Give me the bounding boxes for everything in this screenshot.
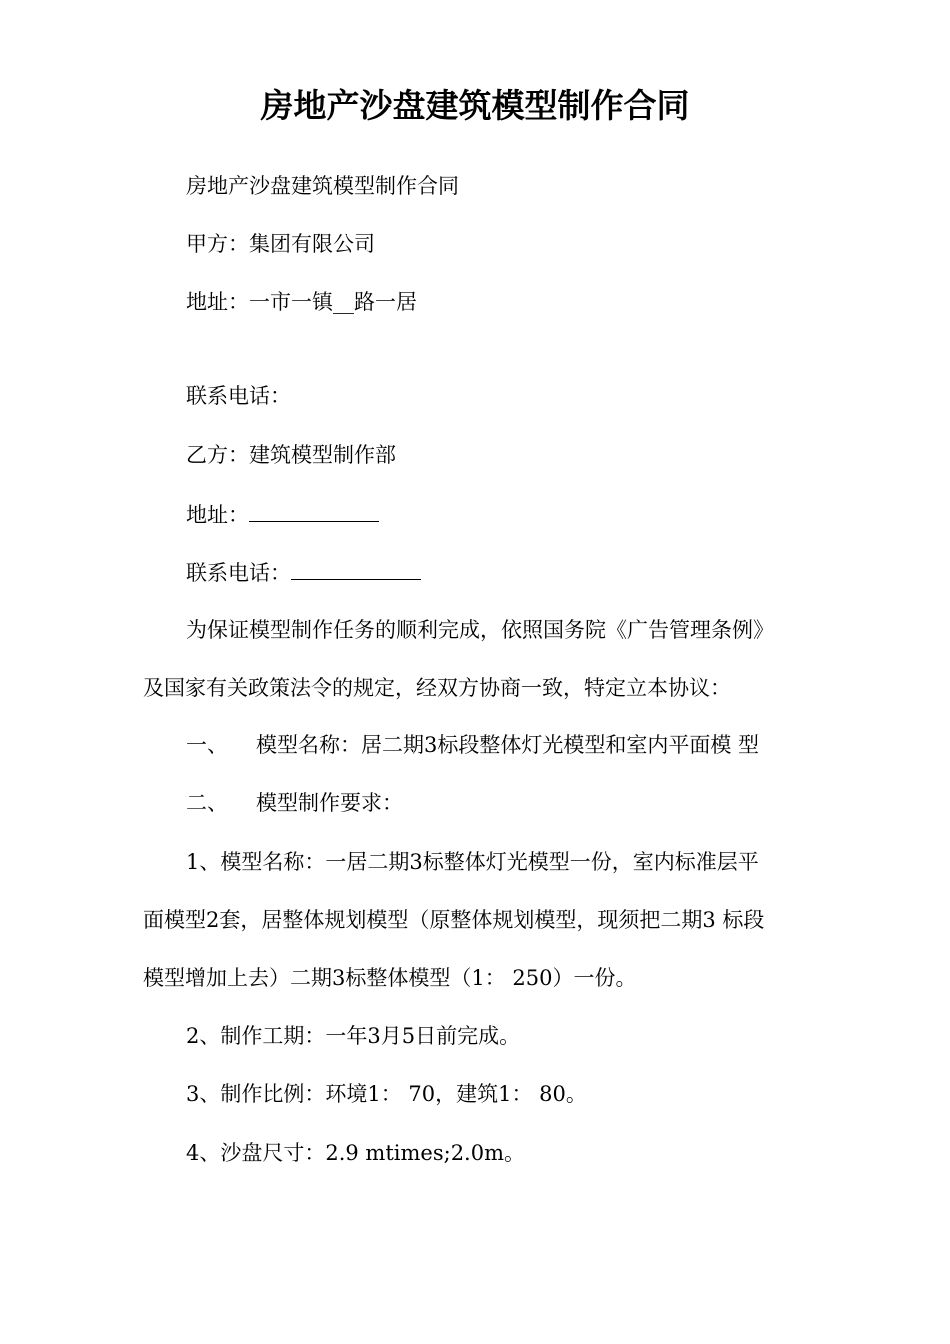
party-a-phone: 联系电话： — [186, 384, 291, 408]
item-1-line-3: 模型增加上去）二期3标整体模型（1： 250）一份。 — [143, 966, 637, 990]
section-2-number: 二、 — [186, 791, 228, 815]
party-b-address — [186, 499, 379, 529]
section-1 — [186, 731, 759, 759]
section-2-text: 模型制作要求： — [256, 791, 403, 815]
document-title: 房地产沙盘建筑模型制作合同 — [260, 86, 690, 125]
party-b-phone-blank — [291, 557, 421, 580]
item-1-line-2: 面模型2套，居整体规划模型（原整体规划模型，现须把二期3 标段 — [143, 908, 765, 932]
preamble-line-2: 及国家有关政策法令的规定，经双方协商一致，特定立本协议： — [143, 676, 731, 700]
party-b-address-label: 地址： — [186, 503, 249, 527]
party-a-address: 地址：一市一镇__路一居 — [186, 290, 417, 314]
document-subtitle: 房地产沙盘建筑模型制作合同 — [186, 174, 459, 198]
section-2 — [186, 789, 403, 817]
party-b-name: 乙方：建筑模型制作部 — [186, 443, 396, 467]
section-1-number: 一、 — [186, 733, 228, 757]
item-2: 2、制作工期：一年3月5日前完成。 — [186, 1024, 521, 1048]
item-1-line-1: 1、模型名称：一居二期3标整体灯光模型一份，室内标准层平 — [186, 850, 759, 874]
section-1-text: 模型名称：居二期3标段整体灯光模型和室内平面模 型 — [256, 733, 760, 757]
preamble-line-1: 为保证模型制作任务的顺利完成，依照国务院《广告管理条例》 — [186, 618, 774, 642]
item-3: 3、制作比例：环境1： 70，建筑1： 80。 — [186, 1082, 587, 1106]
party-b-address-blank — [249, 499, 379, 522]
party-a-name: 甲方：集团有限公司 — [186, 232, 375, 256]
party-b-phone — [186, 557, 421, 587]
party-b-phone-label: 联系电话： — [186, 561, 291, 585]
item-4: 4、沙盘尺寸：2.9 mtimes;2.0m。 — [186, 1141, 526, 1165]
